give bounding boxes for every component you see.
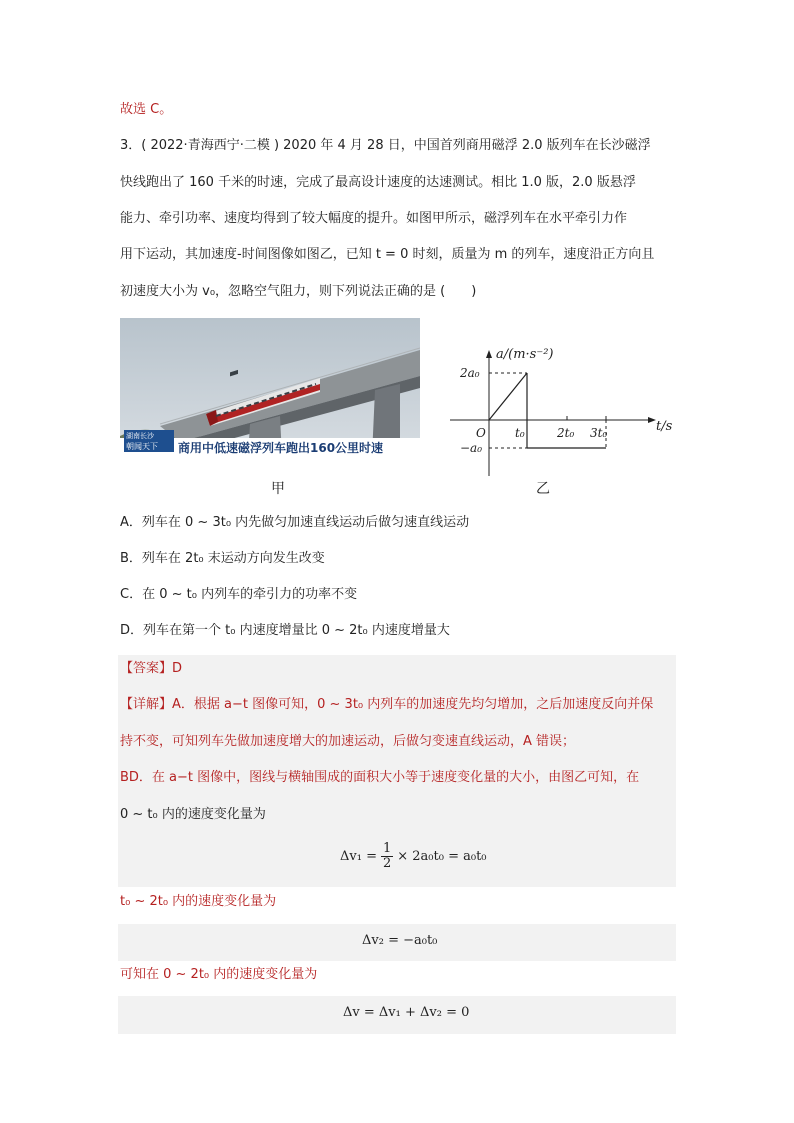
question-line-1: 3．( 2022·青海西宁·二模 ) 2020 年 4 月 28 日，中国首列商用磁浮 2.0 版列车在长沙磁浮: [120, 138, 651, 153]
eq1-fraction: [381, 842, 393, 871]
t-axis-label: t/s: [656, 419, 673, 434]
graph-segment-ramp: [489, 373, 527, 420]
origin-label: O: [476, 426, 486, 440]
question-line-3: 能力、牵引功率、速度均得到了较大幅度的提升。如图甲所示，磁浮列车在水平牵引力作: [120, 211, 628, 226]
equation-3: Δv = Δv₁ + Δv₂ = 0: [343, 1005, 470, 1020]
a-axis-arrow: [486, 350, 492, 358]
maglev-train-photo: [120, 318, 420, 456]
a-axis-label: a/(m·s⁻²): [496, 347, 554, 362]
question-line-2: 快线跑出了 160 千米的时速，完成了最高设计速度的达速测试。相比 1.0 版，2.0 版悬浮: [120, 175, 636, 190]
previous-conclusion: 故选 C。: [120, 102, 173, 117]
caption-jia: 甲: [271, 481, 285, 497]
detail-line-3: BD．在 a−t 图像中，图线与横轴围成的面积大小等于速度变化量的大小，由图乙可知，在: [120, 770, 640, 785]
detail-line-4: 0 ~ t₀ 内的速度变化量为: [120, 807, 266, 822]
detail-line-1: [120, 696, 653, 714]
question-line-5: 初速度大小为 v₀，忽略空气阻力，则下列说法正确的是 ( ): [120, 284, 477, 299]
eq1-right: × 2a₀t₀ = a₀t₀: [397, 849, 487, 864]
train-illustration: [120, 318, 420, 456]
equation-1: [340, 842, 487, 871]
option-d: D．列车在第一个 t₀ 内速度增量比 0 ~ 2t₀ 内速度增量大: [120, 623, 450, 638]
equation-2: Δv₂ = −a₀t₀: [362, 933, 438, 948]
tick-label-t0: t₀: [515, 426, 525, 440]
option-a: A．列车在 0 ~ 3t₀ 内先做匀加速直线运动后做匀速直线运动: [120, 515, 470, 530]
eq1-left: Δv₁ =: [340, 849, 377, 864]
news-logo-top: 湖南长沙: [126, 432, 154, 440]
tick-label-minus-a0: −a₀: [460, 441, 483, 455]
answer-label: 【答案】: [120, 661, 173, 676]
tick-label-2t0: 2t₀: [557, 426, 575, 440]
tick-label-3t0: 3t₀: [590, 426, 608, 440]
detail-label: 【详解】: [120, 697, 173, 712]
detail-text-1: A．根据 a−t 图像可知，0 ~ 3t₀ 内列车的加速度先均匀增加，之后加速度反向并保: [172, 697, 654, 712]
detail-line-2: 持不变，可知列车先做加速度增大的加速运动，后做匀变速直线运动，A 错误；: [120, 734, 576, 749]
tick-label-2a0: 2a₀: [460, 366, 480, 380]
news-logo-bottom: 朝闻天下: [126, 442, 158, 451]
text-total-interval: 可知在 0 ~ 2t₀ 内的速度变化量为: [120, 967, 318, 982]
caption-yi: 乙: [536, 481, 550, 497]
t-axis-arrow: [648, 417, 656, 423]
answer-value: D: [172, 661, 183, 676]
acceleration-time-graph: [430, 340, 680, 480]
option-c: C．在 0 ~ t₀ 内列车的牵引力的功率不变: [120, 587, 358, 602]
eq1-numerator: 1: [382, 841, 392, 856]
option-b: B．列车在 2t₀ 末运动方向发生改变: [120, 551, 325, 566]
question-line-4: 用下运动，其加速度-时间图像如图乙，已知 t = 0 时刻，质量为 m 的列车，速度沿正方向且: [120, 247, 655, 262]
answer-line: [120, 660, 182, 678]
eq1-denominator: 2: [382, 856, 392, 871]
news-banner: 商用中低速磁浮列车跑出160公里时速: [178, 441, 384, 455]
text-second-interval: t₀ ~ 2t₀ 内的速度变化量为: [120, 894, 277, 909]
